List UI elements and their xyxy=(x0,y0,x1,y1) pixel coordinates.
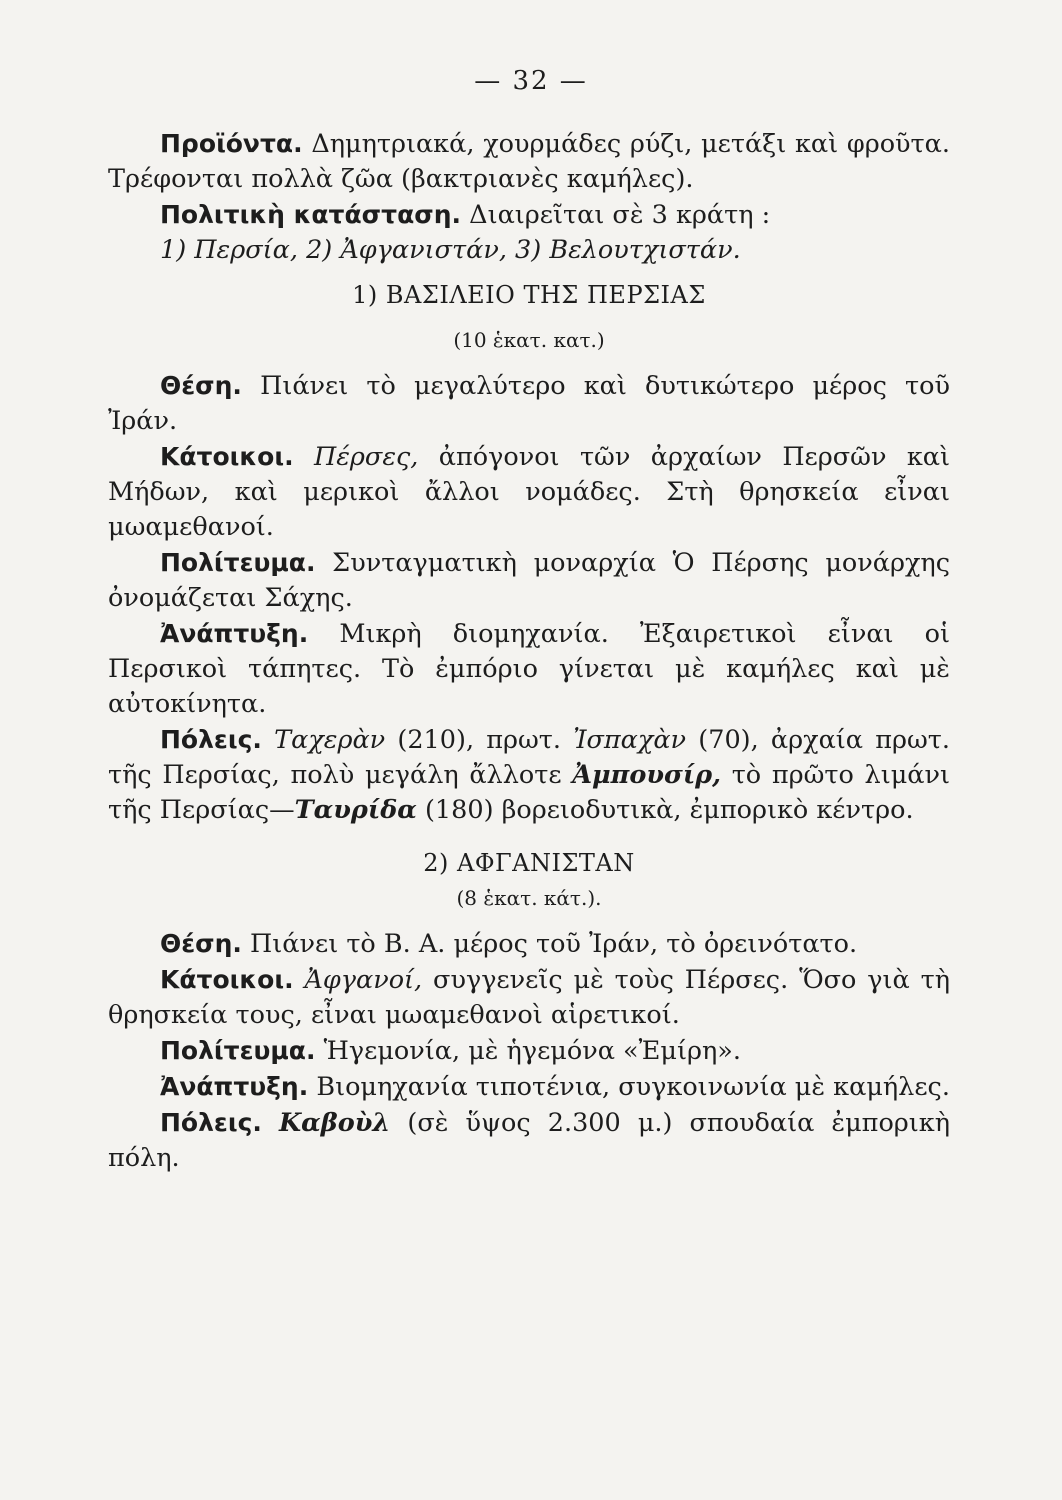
persia-position-label: Θέση. xyxy=(160,371,242,400)
persia-polity-text: Συνταγματικὴ μοναρχία Ὁ Πέρσης μονάρχης ὀνομάζεται Σάχης. xyxy=(108,548,950,613)
persia-development-label: Ἀνάπτυξη. xyxy=(160,619,309,648)
political-paragraph xyxy=(108,197,950,233)
afghanistan-cities-label: Πόλεις. xyxy=(160,1108,262,1137)
persia-inhabitants-name: Πέρσες, xyxy=(314,442,419,472)
state-number-1: 1) xyxy=(160,235,187,265)
political-label: Πολιτικὴ κατάσταση. xyxy=(160,200,462,229)
city-teheran: Ταχερὰν xyxy=(274,725,386,755)
persia-population: (10 ἑκατ. κατ.) xyxy=(453,328,605,352)
state-number-3: 3) xyxy=(515,235,542,265)
city-isfahan: Ἰσπαχὰν xyxy=(573,725,687,755)
products-paragraph xyxy=(108,126,950,197)
city-bushehr-text: τὸ πρῶτο λιμάνι τῆς Περσίας— xyxy=(108,760,950,825)
persia-inhabitants xyxy=(108,439,950,545)
afghanistan-position-text: Πιάνει τὸ Β. Α. μέρος τοῦ Ἰράν, τὸ ὀρεινότατο. xyxy=(241,929,858,959)
states-list xyxy=(108,233,950,268)
page-number: — 32 — xyxy=(474,66,588,96)
products-label: Προϊόντα. xyxy=(160,129,303,158)
afghanistan-development-text: Βιομηχανία τιποτένια, συγκοινωνία μὲ καμήλες. xyxy=(308,1072,950,1102)
city-isfahan-text: (70), ἀρχαία πρωτ. τῆς Περσίας, πολὺ μεγάλη ἄλλοτε xyxy=(108,725,950,790)
persia-heading: 1) ΒΑΣΙΛΕΙΟ ΤΗΣ ΠΕΡΣΙΑΣ xyxy=(352,281,706,309)
state-persia: Περσία, xyxy=(194,235,298,265)
afghanistan-polity xyxy=(108,1033,950,1069)
persia-development xyxy=(108,616,950,722)
afghanistan-polity-text: Ἡγεμονία, μὲ ἡγεμόνα «Ἐμίρη». xyxy=(315,1036,741,1066)
afghanistan-position xyxy=(108,926,950,962)
page-body xyxy=(108,126,950,1176)
afghanistan-development-label: Ἀνάπτυξη. xyxy=(160,1072,309,1101)
state-afghanistan: Ἀφγανιστάν, xyxy=(340,235,507,265)
afghanistan-development xyxy=(108,1069,950,1105)
afghanistan-inhabitants-name: Ἀφγανοί, xyxy=(304,965,423,995)
afghanistan-cities xyxy=(108,1105,950,1176)
afghanistan-heading: 2) ΑΦΓΑΝΙΣΤΑΝ xyxy=(423,849,635,877)
state-number-2: 2) xyxy=(306,235,333,265)
state-baluchistan: Βελουτχιστάν. xyxy=(549,235,741,265)
persia-cities xyxy=(108,722,950,828)
persia-inhabitants-label: Κάτοικοι. xyxy=(160,442,294,471)
persia-position xyxy=(108,368,950,439)
afghanistan-polity-label: Πολίτευμα. xyxy=(160,1036,316,1065)
city-kabul-text: (σὲ ὕψος 2.300 μ.) σπουδαία ἐμπορικὴ πόλη. xyxy=(108,1108,950,1173)
persia-development-text: Μικρὴ διομηχανία. Ἐξαιρετικοὶ εἶναι οἱ Περσικοὶ τάπητες. Τὸ ἐμπόριο γίνεται μὲ καμήλες καὶ μὲ αὐτοκίνητα. xyxy=(108,619,950,719)
persia-position-text: Πιάνει τὸ μεγαλύτερο καὶ δυτικώτερο μέρος τοῦ Ἰράν. xyxy=(108,371,950,436)
afghanistan-position-label: Θέση. xyxy=(160,929,242,958)
afghanistan-inhabitants xyxy=(108,962,950,1033)
city-teheran-text: (210), πρωτ. xyxy=(385,725,574,755)
persia-inhabitants-text: ἀπόγονοι τῶν ἀρχαίων Περσῶν καὶ Μήδων, καὶ μερικοὶ ἄλλοι νομάδες. Στὴ θρησκεία εἶναι μωαμεθανοί. xyxy=(108,442,951,542)
afghanistan-population: (8 ἑκατ. κάτ.). xyxy=(456,886,602,910)
products-text: Δημητριακά, χουρμάδες ρύζι, μετάξι καὶ φροῦτα. Τρέφονται πολλὰ ζῶα (βακτριανὲς καμήλες). xyxy=(108,129,950,194)
city-tabriz: Ταυρίδα xyxy=(294,795,417,825)
persia-polity-label: Πολίτευμα. xyxy=(160,548,316,577)
persia-polity xyxy=(108,545,950,616)
afghanistan-inhabitants-label: Κάτοικοι. xyxy=(160,965,294,994)
city-kabul: Καβοὺλ xyxy=(279,1108,391,1138)
city-bushehr: Ἀμπουσίρ, xyxy=(572,760,722,790)
political-text: Διαιρεῖται σὲ 3 κράτη : xyxy=(461,200,771,230)
afghanistan-inhabitants-text: συγγενεῖς μὲ τοὺς Πέρσες. Ὅσο γιὰ τὴ θρησκεία τους, εἶναι μωαμεθανοὶ αἱρετικοί. xyxy=(108,965,950,1030)
persia-cities-label: Πόλεις. xyxy=(160,725,262,754)
city-tabriz-text: (180) βορειοδυτικὰ, ἐμπορικὸ κέντρο. xyxy=(416,795,914,825)
